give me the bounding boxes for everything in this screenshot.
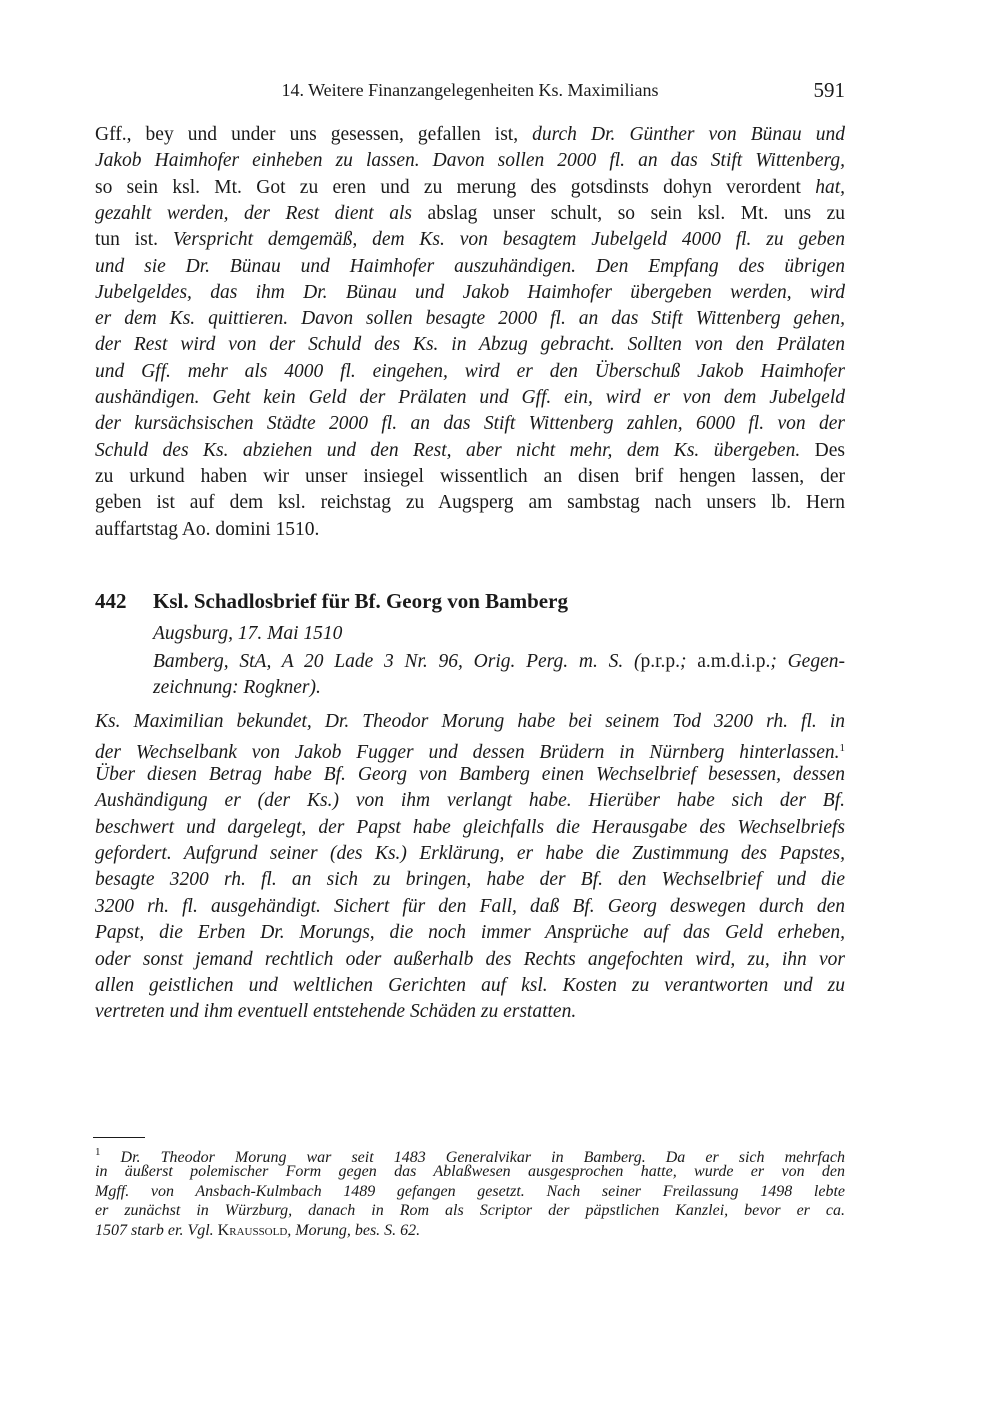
text-segment: , Morung, bes. S. 62. xyxy=(287,1221,421,1239)
text-line xyxy=(95,386,845,410)
text-line xyxy=(95,360,845,384)
text-segment: auffartstag Ao. domini 1510. xyxy=(95,518,320,540)
text-line xyxy=(95,763,845,787)
text-segment: und sie Dr. Bünau und Haimhofer auszuhändigen. Den Empfang des übrigen xyxy=(95,255,845,277)
text-line xyxy=(95,202,845,226)
text-line xyxy=(95,333,845,357)
text-segment: Jakob Haimhofer einheben zu lassen. Davon sollen 2000 fl. an das Stift Wittenberg, xyxy=(95,150,845,172)
text-segment: Bamberg, StA, A 20 Lade 3 Nr. 96, Orig. Perg. m. S. ( xyxy=(153,651,641,672)
text-segment: oder sonst jemand rechtlich oder außerhalb des Rechts angefochten wird, zu, ihn vor xyxy=(95,948,845,970)
page-number: 591 xyxy=(813,78,845,102)
text-line xyxy=(95,149,845,173)
text-segment: der Wechselbank von Jakob Fugger und dessen Brüdern in Nürnberg hinterlassen. xyxy=(95,742,840,764)
text-line xyxy=(95,491,845,515)
text-segment: ; xyxy=(680,651,698,672)
text-segment: geben ist auf dem ksl. reichstag zu Augsperg am sambstag nach unsers lb. Hern xyxy=(95,492,845,514)
text-segment: der kursächsischen Städte 2000 fl. an das Stift Wittenberg zahlen, 6000 fl. von der xyxy=(95,413,845,435)
text-line xyxy=(95,816,845,840)
text-segment: Aushändigung er (der Ks.) von ihm verlangt habe. Hierüber habe sich der Bf. xyxy=(95,790,845,812)
text-segment: hat, xyxy=(815,176,845,198)
text-line xyxy=(95,228,845,252)
text-line xyxy=(95,255,845,279)
text-line xyxy=(95,736,845,765)
text-line xyxy=(95,1201,845,1220)
text-segment: er dem Ks. quittieren. Davon sollen besagte 2000 fl. an das Stift Wittenberg gehen, xyxy=(95,308,845,330)
text-line xyxy=(95,868,845,892)
entry-date: Augsburg, 17. Mai 1510 xyxy=(153,623,343,644)
entry-number: 442 xyxy=(95,589,127,613)
text-segment: tun ist. xyxy=(95,229,173,251)
text-segment: Über diesen Betrag habe Bf. Georg von Bamberg einen Wechselbrief besessen, dessen xyxy=(95,763,845,785)
text-segment: durch Dr. Günther von Bünau und xyxy=(532,124,845,145)
text-segment: Papst, die Erben Dr. Morungs, die noch immer Ansprüche auf das Geld erheben, xyxy=(95,922,845,944)
text-segment: der Rest wird von der Schuld des Ks. in Abzug gebracht. Sollten von den Prälaten xyxy=(95,334,845,356)
text-segment: zeichnung: Rogkner). xyxy=(153,677,321,698)
text-segment: in äußerst polemischer Form gegen das Ablaßwesen ausgesprochen hatte, wurde er von den xyxy=(95,1163,845,1181)
text-segment: 1507 starb er. Vgl. xyxy=(95,1221,218,1239)
text-segment: aushändigen. Geht kein Geld der Prälaten und Gff. ein, wird er von dem Jubelgeld xyxy=(95,387,845,408)
text-segment: zu urkund haben wir unser insiegel wissentlich an disen brif hengen lassen, der xyxy=(95,465,845,487)
text-line xyxy=(95,465,845,489)
text-line xyxy=(95,439,845,463)
footnote-marker: 1 xyxy=(95,1146,101,1158)
text-segment: er zunächst in Würzburg, danach in Rom als Scriptor der päpstlichen Kanzlei, bevor er ca. xyxy=(95,1202,845,1220)
text-segment: abslag unser schult, so sein ksl. Mt. uns zu xyxy=(427,202,846,224)
text-segment: 3200 rh. fl. ausgehändigt. Sichert für den Fall, daß Bf. Georg deswegen durch den xyxy=(95,895,845,917)
text-segment: vertreten und ihm eventuell entstehende Schäden zu erstatten. xyxy=(95,1001,577,1023)
text-line xyxy=(95,1182,845,1201)
text-line xyxy=(95,974,845,998)
text-line xyxy=(95,948,845,972)
text-segment: Dr. Theodor Morung war seit 1483 Generalvikar in Bamberg. Da er sich mehrfach xyxy=(100,1149,845,1166)
text-segment: ; Gegen- xyxy=(770,651,845,672)
text-line xyxy=(95,789,845,813)
text-segment: Gff., bey und under uns gesessen, gefallen ist, xyxy=(95,124,533,145)
text-line xyxy=(95,176,845,200)
text-line xyxy=(95,895,845,919)
text-segment: Des xyxy=(800,439,845,461)
text-line xyxy=(95,921,845,945)
text-segment: allen geistlichen und weltlichen Gerichten auf ksl. Kosten zu verantworten und zu xyxy=(95,975,845,996)
text-segment: Kraussold xyxy=(217,1221,288,1239)
text-line xyxy=(153,650,845,674)
text-line xyxy=(95,1221,845,1240)
text-line xyxy=(95,412,845,436)
text-segment: Schuld des Ks. abziehen und den Rest, aber nicht mehr, dem Ks. übergeben. xyxy=(95,439,801,461)
text-segment: Ks. Maximilian bekundet, Dr. Theodor Morung habe bei seinem Tod 3200 rh. fl. in xyxy=(95,711,845,732)
text-line xyxy=(95,710,845,734)
text-line xyxy=(95,281,845,305)
text-segment: und Gff. mehr als 4000 fl. eingehen, wird er den Überschuß Jakob Haimhofer xyxy=(95,360,845,382)
text-line xyxy=(95,1000,845,1024)
entry-heading xyxy=(95,589,568,614)
text-line xyxy=(153,676,845,700)
text-segment: a.m.d.i.p. xyxy=(697,651,771,672)
footnote-rule xyxy=(93,1137,145,1138)
text-segment: p.r.p. xyxy=(640,651,680,672)
text-segment: Jubelgeldes, das ihm Dr. Bünau und Jakob Haimhofer übergeben werden, wird xyxy=(95,281,845,303)
text-segment: beschwert und dargelegt, der Papst habe gleichfalls die Herausgabe des Wechselbriefs xyxy=(95,816,845,838)
text-segment: Verspricht demgemäß, dem Ks. von besagtem Jubelgeld 4000 fl. zu geben xyxy=(172,229,845,251)
running-header: 14. Weitere Finanzangelegenheiten Ks. Maximilians xyxy=(281,80,659,100)
text-line xyxy=(95,307,845,331)
text-segment: so sein ksl. Mt. Got zu eren und zu merung des gotsdinsts dohyn verordent xyxy=(95,176,816,198)
text-line xyxy=(95,1162,845,1181)
text-segment: gezahlt werden, der Rest dient als xyxy=(95,202,428,224)
text-line xyxy=(95,518,845,542)
footnote-marker: 1 xyxy=(839,742,845,755)
entry-title: Ksl. Schadlosbrief für Bf. Georg von Bamberg xyxy=(153,589,568,613)
text-segment: besagte 3200 rh. fl. an sich zu bringen, habe der Bf. den Wechselbrief und die xyxy=(95,869,845,891)
text-segment: gefordert. Aufgrund seiner (des Ks.) Erklärung, er habe die Zustimmung des Papstes, xyxy=(95,843,845,864)
text-line xyxy=(95,842,845,866)
text-segment: Mgff. von Ansbach-Kulmbach 1489 gefangen gesetzt. Nach seiner Freilassung 1498 lebte xyxy=(95,1182,845,1200)
text-line xyxy=(95,123,845,147)
